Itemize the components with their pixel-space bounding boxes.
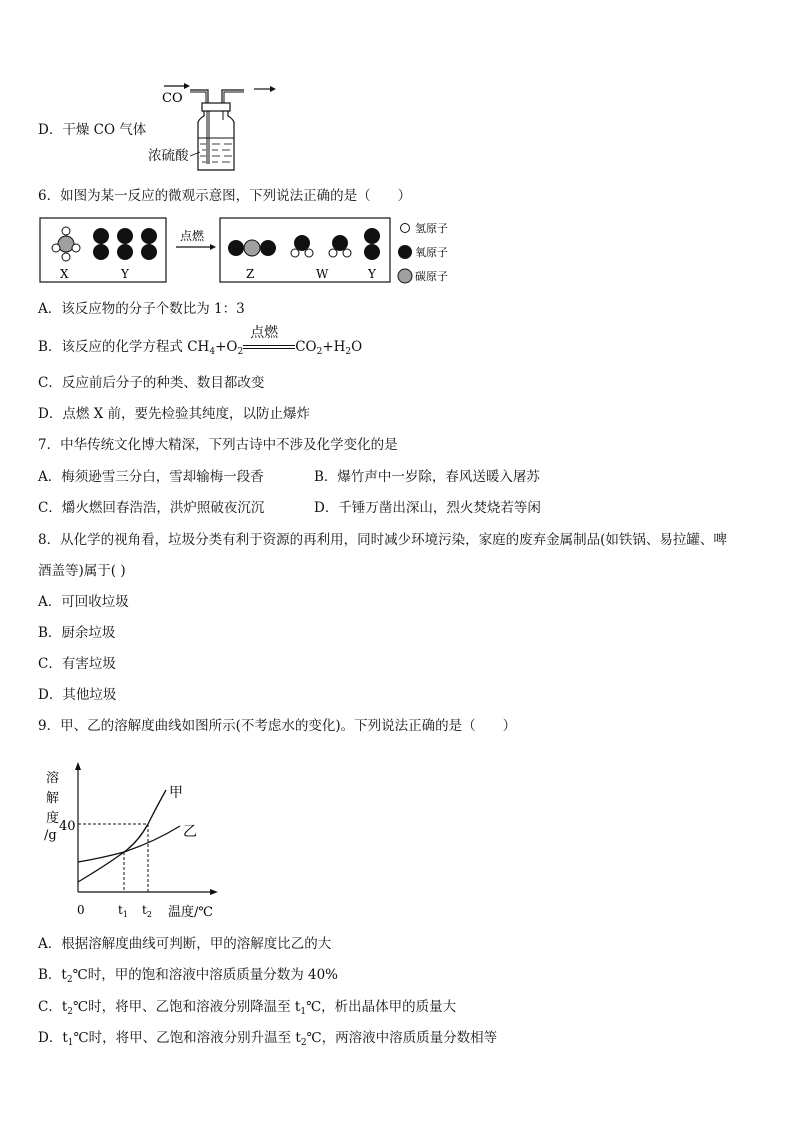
q7-option-b: B．爆竹声中一岁除，春风送暖入屠苏 [314,469,540,485]
label-y2: Y [368,267,376,281]
solubility-chart [38,760,238,928]
stopper [202,103,230,111]
legend-carbon: 碳原子 [415,270,448,283]
reaction-arrow-head [210,244,216,250]
ylabel-char-2: 解 [46,791,60,806]
ylabel-char-1: 溶 [46,771,60,786]
q7-option-d: D．千锤万凿出深山，烈火焚烧若等闲 [314,500,541,516]
acid-label: 浓硫酸 [148,148,189,164]
equation-equals-sign: 点燃 [243,338,295,356]
q8-option-d: D．其他垃圾 [38,687,117,703]
series-jia-curve [78,790,166,882]
q7-stem: 7．中华传统文化博大精深，下列古诗中不涉及化学变化的是 [38,437,398,453]
label-z: Z [246,267,255,281]
q7-option-a: A．梅须逊雪三分白，雪却输梅一段香 [38,469,264,485]
legend-hydrogen: 氢原子 [415,222,448,235]
q7-option-c: C．爝火燃回春浩浩，洪炉照破夜沉沉 [38,500,265,516]
reaction-micro-diagram [38,214,458,286]
ylabel-char-4: /g [44,828,57,843]
origin-label: 0 [77,903,85,917]
outlet-arrow-head [270,86,276,92]
molecule-x [52,227,80,261]
molecule-w-2 [329,235,351,257]
q9-option-a: A．根据溶解度曲线可判断，甲的溶解度比乙的大 [38,936,332,952]
inlet-arrow-head [184,83,190,89]
q6-option-b: B．该反应的化学方程式 $CH_4+O_2$ 点燃 $CO_2+H_2O$ [38,325,363,357]
q8-option-a: A．可回收垃圾 [38,594,129,610]
q6-option-a: A．该反应物的分子个数比为 1：3 [38,301,245,317]
molecule-z [228,240,276,256]
ytick-40: 40 [59,819,76,834]
legend-hydrogen-icon [401,224,410,233]
liquid-hatching [200,144,232,162]
co-label: CO [162,91,183,106]
q9-option-b: B．$t_2℃$时，甲的饱和溶液中溶质质量分数为 40% [38,967,338,985]
q6-stem: 6．如图为某一反应的微观示意图，下列说法正确的是（ ） [38,188,412,204]
arrow-condition: 点燃 [180,229,205,243]
molecule-w-1 [291,235,313,257]
xlabel: 温度/℃ [168,905,213,920]
q9-stem: 9．甲、乙的溶解度曲线如图所示(不考虑水的变化)。下列说法正确的是（ ） [38,718,517,734]
q9-option-c: C．$t_2℃$时，将甲、乙饱和溶液分别降温至 $t_1℃$，析出晶体甲的质量大 [38,999,457,1017]
legend-carbon-icon [398,269,412,283]
label-w: W [316,267,329,281]
q6-option-c: C．反应前后分子的种类、数目都改变 [38,375,265,391]
molecules-y [93,228,157,260]
series-yi-curve [78,826,180,862]
xtick-t2: $t_2$ [142,903,152,919]
label-x: X [60,267,69,281]
series-jia-label: 甲 [169,785,183,801]
q9-option-d: D．$t_1℃$时，将甲、乙饱和溶液分别升温至 $t_2℃$，两溶液中溶质质量分数相等 [38,1030,498,1048]
ylabel-char-3: 度 [46,811,60,826]
bottle [198,111,234,170]
q8-option-b: B．厨余垃圾 [38,625,116,641]
molecule-y-leftover [364,228,380,260]
legend-oxygen-icon [398,245,412,259]
q8-stem-line1: 8．从化学的视角看，垃圾分类有利于资源的再利用，同时减少环境污染，家庭的废弃金属制品(如铁锅、易拉罐、啤 [38,532,727,548]
q8-option-c: C．有害垃圾 [38,656,116,672]
series-yi-label: 乙 [183,824,197,840]
x-axis-arrow [210,889,218,895]
q5-option-d: D．干燥 CO 气体 [38,122,147,138]
label-y: Y [121,267,129,281]
q6-option-d: D．点燃 X 前，要先检验其纯度，以防止爆炸 [38,406,311,422]
q8-stem-line2: 酒盖等)属于( ) [38,563,126,579]
legend-oxygen: 氧原子 [415,246,448,259]
xtick-t1: $t_1$ [118,903,128,919]
y-axis-arrow [75,762,81,770]
